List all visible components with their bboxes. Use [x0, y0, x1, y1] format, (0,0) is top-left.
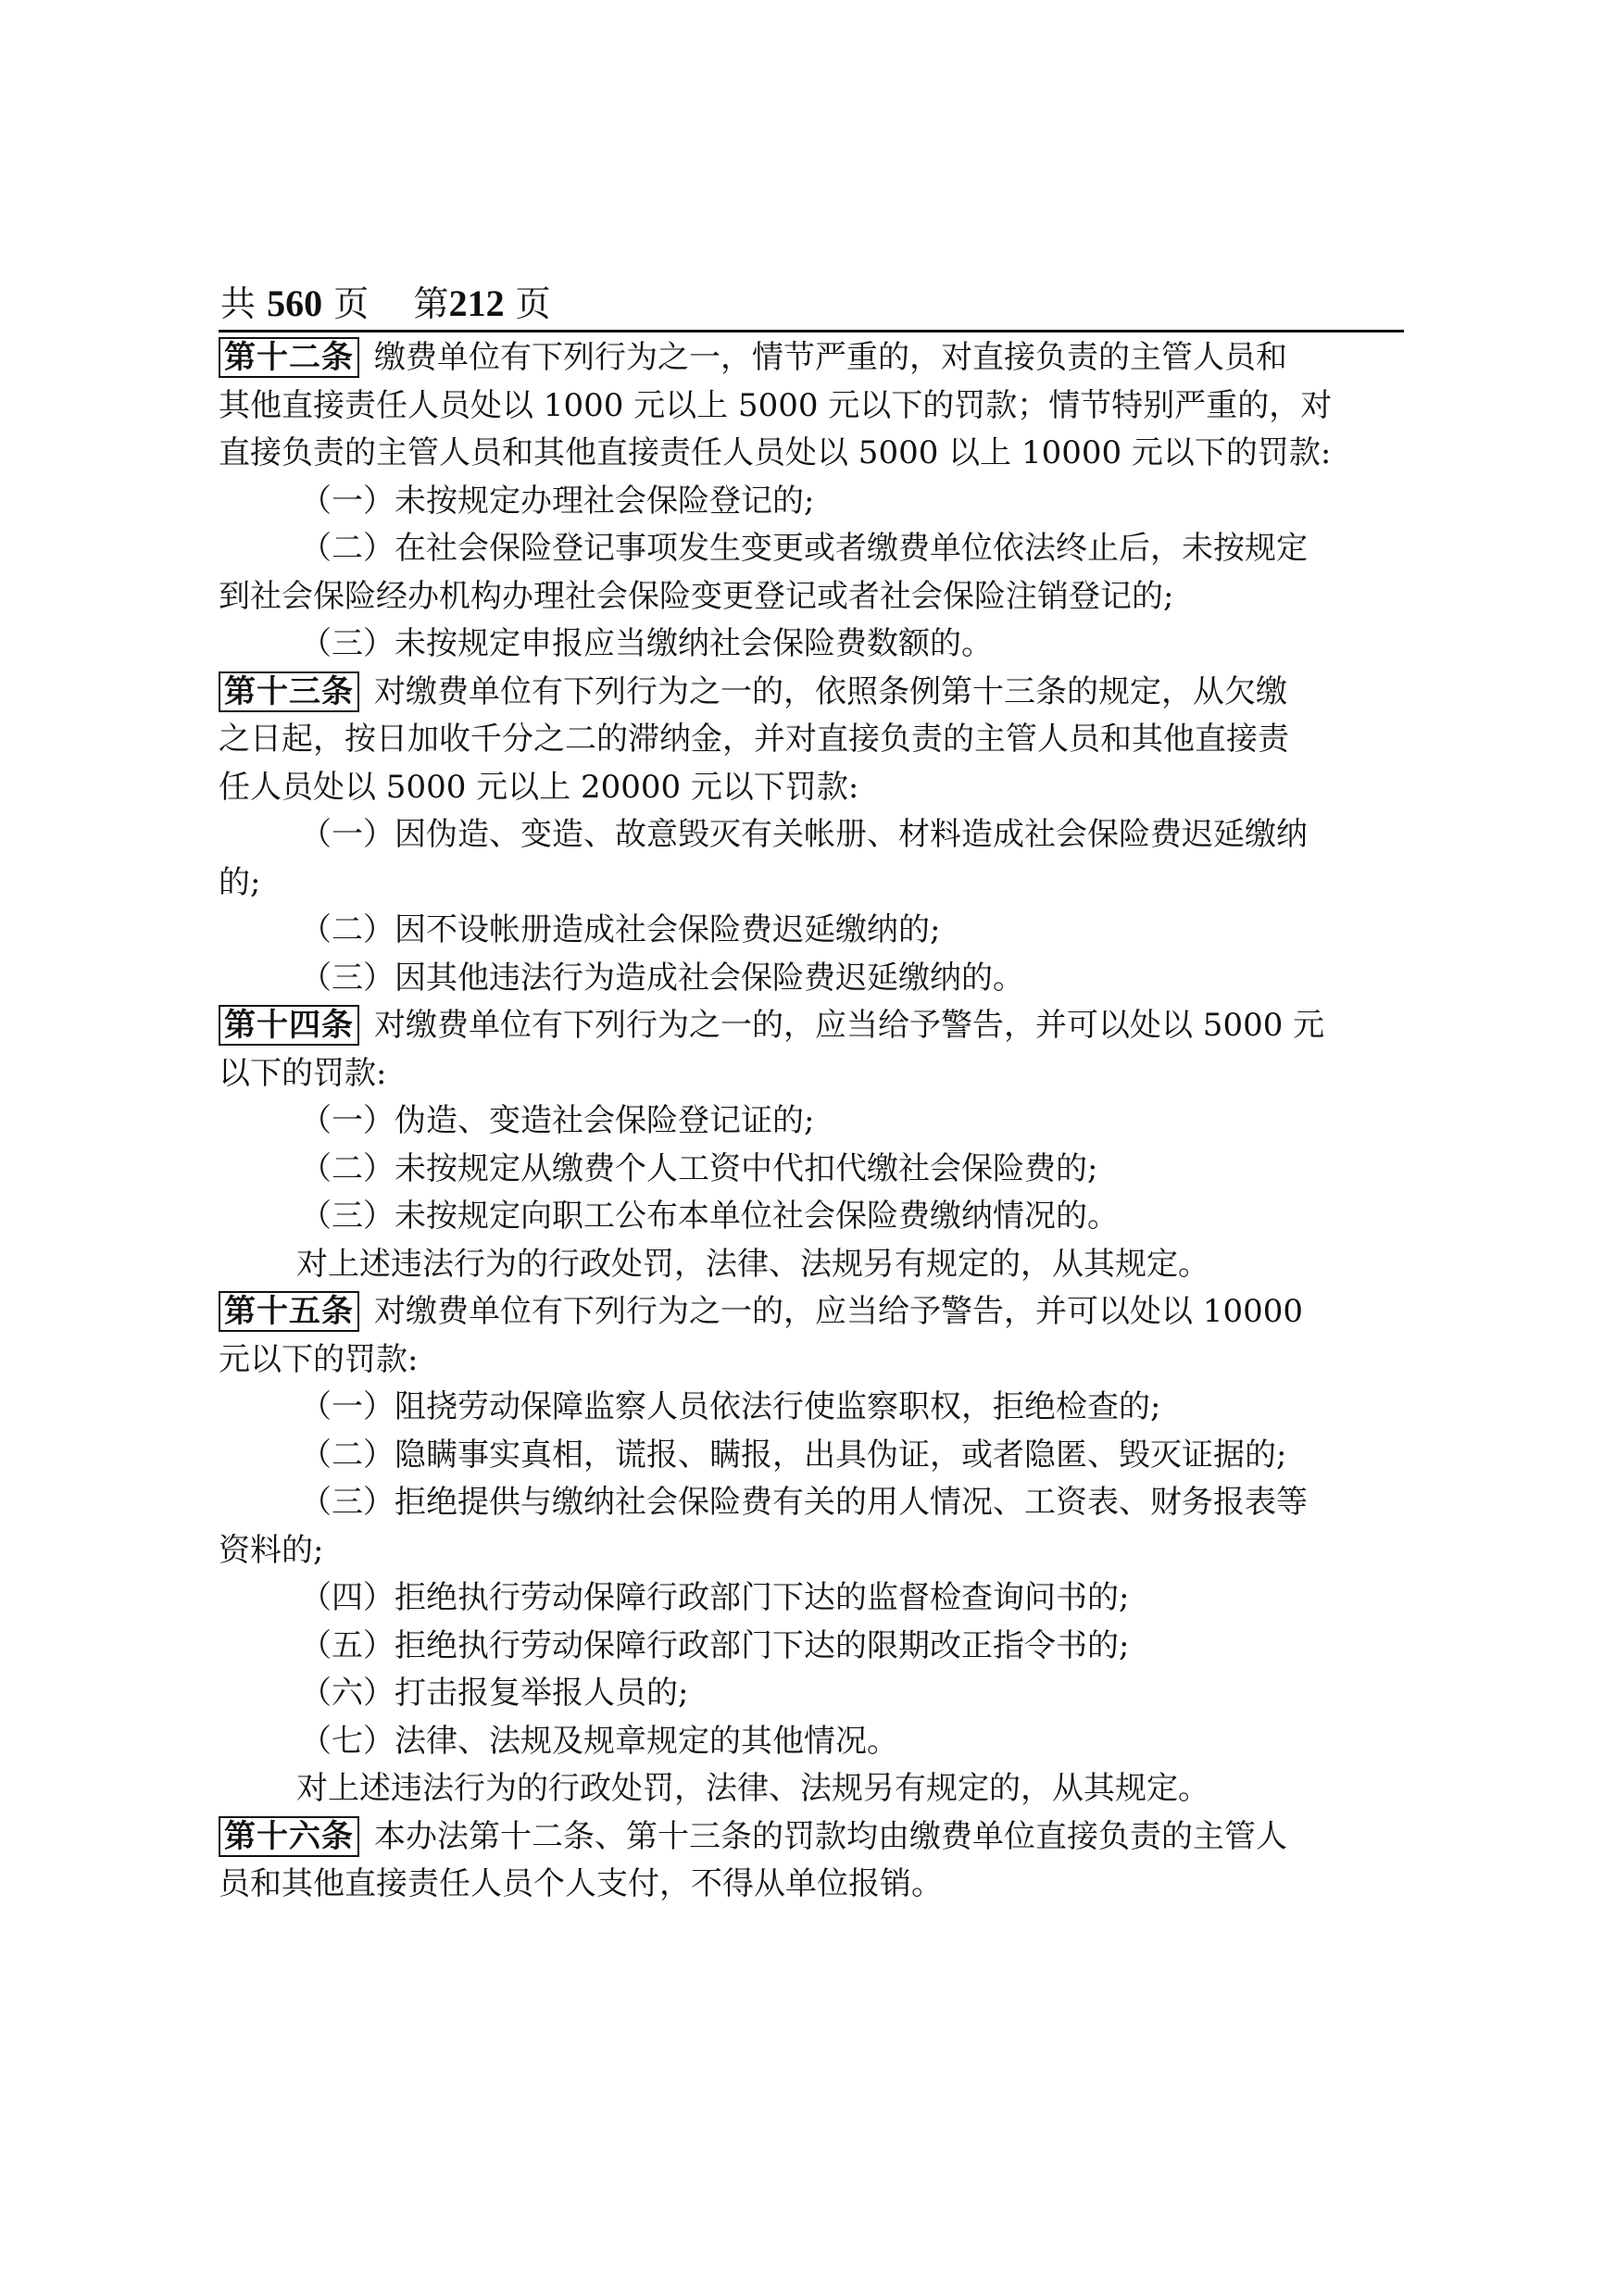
article-block [219, 1002, 1404, 1288]
list-item-continuation: 的; [219, 863, 261, 901]
article-text: 本办法第十二条、第十三条的罚款均由缴费单位直接负责的主管人 [374, 1817, 1287, 1855]
article-text: 缴费单位有下列行为之一，情节严重的，对直接负责的主管人员和 [374, 339, 1287, 376]
article-text: 员和其他直接责任人员个人支付，不得从单位报销。 [219, 1865, 943, 1902]
article-text: 对缴费单位有下列行为之一的，应当给予警告，并可以处以 5000 元 [374, 1007, 1325, 1044]
list-item: （一）阻挠劳动保障监察人员依法行使监察职权，拒绝检查的; [300, 1388, 1161, 1425]
page-header [219, 278, 1404, 330]
article-first-line [219, 1002, 1404, 1050]
article-label: 第十四条 [219, 1005, 359, 1046]
list-item: （一）未按规定办理社会保险登记的; [300, 482, 815, 520]
list-item: （二）因不设帐册造成社会保险费迟延缴纳的; [300, 911, 941, 948]
article-line [219, 383, 1404, 431]
total-pages: 560 [267, 282, 323, 324]
list-item-continuation: 到社会保险经办机构办理社会保险变更登记或者社会保险注销登记的; [219, 577, 1174, 615]
article-block [219, 1813, 1404, 1909]
article-text: 之日起，按日加收千分之二的滞纳金，并对直接负责的主管人员和其他直接责 [219, 721, 1289, 758]
list-item: （三）因其他违法行为造成社会保险费迟延缴纳的。 [300, 959, 1024, 997]
article-text: 直接负责的主管人员和其他直接责任人员处以 5000 以上 10000 元以下的罚款: [219, 434, 1332, 471]
list-item: （二）未按规定从缴费个人工资中代扣代缴社会保险费的; [300, 1149, 1098, 1187]
document-page [219, 278, 1404, 1909]
list-item: （二）隐瞒事实真相，谎报、瞒报，出具伪证，或者隐匿、毁灭证据的; [300, 1436, 1287, 1474]
article-block [219, 669, 1404, 1003]
list-item: （一）因伪造、变造、故意毁灭有关帐册、材料造成社会保险费迟延缴纳 [300, 816, 1308, 853]
article-block [219, 334, 1404, 669]
article-text: 其他直接责任人员处以 1000 元以上 5000 元以下的罚款；情节特别严重的，对 [219, 386, 1333, 424]
list-item: （一）伪造、变造社会保险登记证的; [300, 1102, 815, 1139]
article-label: 第十二条 [219, 337, 359, 378]
article-first-line [219, 1813, 1404, 1862]
article-label: 第十三条 [219, 671, 359, 712]
header-pages-word: 页 [333, 283, 370, 324]
header-prefix: 共 [220, 283, 257, 324]
article-first-line [219, 334, 1404, 383]
article-first-line [219, 669, 1404, 717]
article-first-line [219, 1288, 1404, 1336]
article-block [219, 1288, 1404, 1813]
list-item: （五）拒绝执行劳动保障行政部门下达的限期改正指令书的; [300, 1626, 1130, 1664]
list-item: （七）法律、法规及规章规定的其他情况。 [300, 1722, 898, 1760]
header-current-prefix: 第 [413, 283, 449, 324]
list-item: （四）拒绝执行劳动保障行政部门下达的监督检查询问书的; [300, 1579, 1130, 1616]
article-line [219, 716, 1404, 764]
article-line [219, 764, 1404, 812]
article-text: 对缴费单位有下列行为之一的，应当给予警告，并可以处以 10000 [374, 1293, 1303, 1330]
list-item: （三）未按规定向职工公布本单位社会保险费缴纳情况的。 [300, 1198, 1119, 1235]
article-text: 任人员处以 5000 元以上 20000 元以下罚款: [219, 768, 859, 806]
article-line [219, 1861, 1404, 1909]
article-line [219, 430, 1404, 478]
header-current-suffix: 页 [515, 283, 551, 324]
current-page: 212 [448, 282, 505, 324]
article-text: 元以下的罚款: [219, 1340, 419, 1378]
article-line [219, 1050, 1404, 1098]
article-label: 第十六条 [219, 1816, 359, 1857]
list-item: （二）在社会保险登记事项发生变更或者缴费单位依法终止后，未按规定 [300, 530, 1308, 567]
articles-body [219, 334, 1404, 1909]
list-item: （六）打击报复举报人员的; [300, 1675, 689, 1712]
article-text: 以下的罚款: [219, 1054, 387, 1092]
header-rule [219, 330, 1404, 332]
list-item-continuation: 资料的; [219, 1531, 324, 1569]
list-item: （三）拒绝提供与缴纳社会保险费有关的用人情况、工资表、财务报表等 [300, 1484, 1308, 1521]
article-note: 对上述违法行为的行政处罚，法律、法规另有规定的，从其规定。 [296, 1245, 1209, 1283]
article-line [219, 1336, 1404, 1385]
article-note: 对上述违法行为的行政处罚，法律、法规另有规定的，从其规定。 [296, 1770, 1209, 1807]
list-item: （三）未按规定申报应当缴纳社会保险费数额的。 [300, 625, 993, 662]
article-label: 第十五条 [219, 1291, 359, 1332]
article-text: 对缴费单位有下列行为之一的，依照条例第十三条的规定，从欠缴 [374, 672, 1287, 710]
